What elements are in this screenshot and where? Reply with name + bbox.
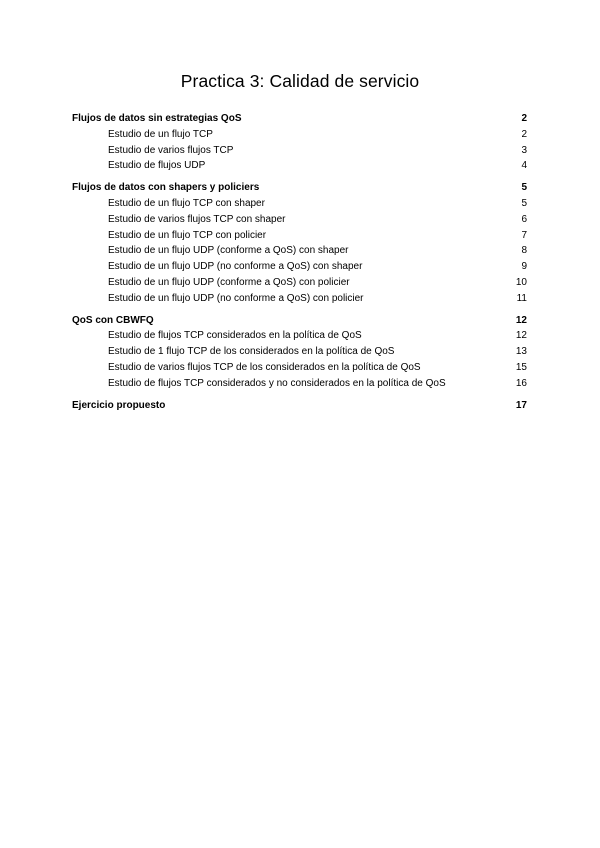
toc-heading-label: QoS con CBWFQ [72, 314, 154, 326]
toc-section [72, 398, 527, 414]
toc-entry[interactable] [72, 328, 527, 344]
toc-entry[interactable] [72, 259, 527, 275]
toc-heading-label: Flujos de datos sin estrategias QoS [72, 113, 242, 124]
toc-page-number: 2 [521, 113, 527, 124]
toc-entry[interactable] [72, 143, 527, 159]
toc-entry[interactable] [72, 228, 527, 244]
toc-entry-label: Estudio de un flujo UDP (conforme a QoS) con shaper [108, 245, 349, 257]
toc-entry[interactable] [72, 344, 527, 360]
toc-page-number: 5 [521, 182, 527, 194]
toc-entry-label: Estudio de 1 flujo TCP de los considerados en la política de QoS [108, 346, 395, 358]
toc-page-number: 13 [515, 346, 527, 358]
toc-entry[interactable] [72, 360, 527, 376]
toc-entry[interactable] [72, 275, 527, 291]
toc-entry-label: Estudio de un flujo UDP (no conforme a QoS) con policier [108, 292, 364, 304]
toc-entry-label: Estudio de un flujo TCP con policier [108, 229, 267, 241]
toc-page-number: 17 [515, 399, 527, 411]
toc-entry-label: Estudio de varios flujos TCP [108, 144, 234, 156]
toc-entry-label: Estudio de un flujo UDP (conforme a QoS) con policier [108, 276, 350, 288]
toc-entry[interactable] [72, 158, 527, 174]
toc-entry-label: Estudio de un flujo TCP [108, 128, 213, 140]
toc-entry-label: Estudio de flujos TCP considerados y no considerados en la política de QoS [108, 377, 446, 389]
toc-entry[interactable] [72, 127, 527, 143]
toc-section [72, 313, 527, 392]
toc-entry[interactable] [72, 243, 527, 259]
toc-heading[interactable] [72, 398, 527, 414]
toc-entry-label: Estudio de varios flujos TCP con shaper [108, 213, 286, 225]
toc-page-number: 15 [515, 361, 527, 373]
toc-page-number: 11 [516, 292, 527, 304]
toc-entry[interactable] [72, 376, 527, 392]
toc-page-number: 12 [515, 314, 527, 326]
toc-section [72, 180, 527, 306]
toc-page-number: 8 [521, 245, 527, 257]
toc-heading[interactable] [72, 111, 527, 127]
toc-page-number: 10 [515, 276, 527, 288]
toc-page-number: 7 [521, 229, 527, 241]
toc-heading[interactable] [72, 180, 527, 196]
toc-heading[interactable] [72, 313, 527, 329]
toc-page-number: 4 [521, 160, 527, 172]
toc-section [72, 111, 527, 174]
toc-entry[interactable] [72, 196, 527, 212]
toc-page-number: 2 [521, 128, 527, 140]
toc-entry-label: Estudio de un flujo UDP (no conforme a QoS) con shaper [108, 261, 363, 273]
toc-entry-label: Estudio de un flujo TCP con shaper [108, 197, 265, 209]
toc-entry-label: Estudio de flujos UDP [108, 160, 206, 172]
toc-page-number: 3 [521, 144, 527, 156]
toc-entry[interactable] [72, 212, 527, 228]
toc-entry[interactable] [72, 291, 527, 307]
toc-entry-label: Estudio de varios flujos TCP de los considerados en la política de QoS [108, 361, 421, 373]
toc-page-number: 5 [521, 197, 527, 209]
page-title: Practica 3: Calidad de servicio [180, 71, 420, 91]
toc-heading-label: Ejercicio propuesto [72, 399, 166, 411]
toc-entry-label: Estudio de flujos TCP considerados en la política de QoS [108, 330, 362, 342]
toc-page-number: 16 [515, 377, 527, 389]
toc-page-number: 6 [521, 213, 527, 225]
table-of-contents [72, 111, 527, 419]
toc-heading-label: Flujos de datos con shapers y policiers [72, 182, 260, 194]
toc-page-number: 12 [515, 330, 527, 342]
toc-page-number: 9 [521, 261, 527, 273]
